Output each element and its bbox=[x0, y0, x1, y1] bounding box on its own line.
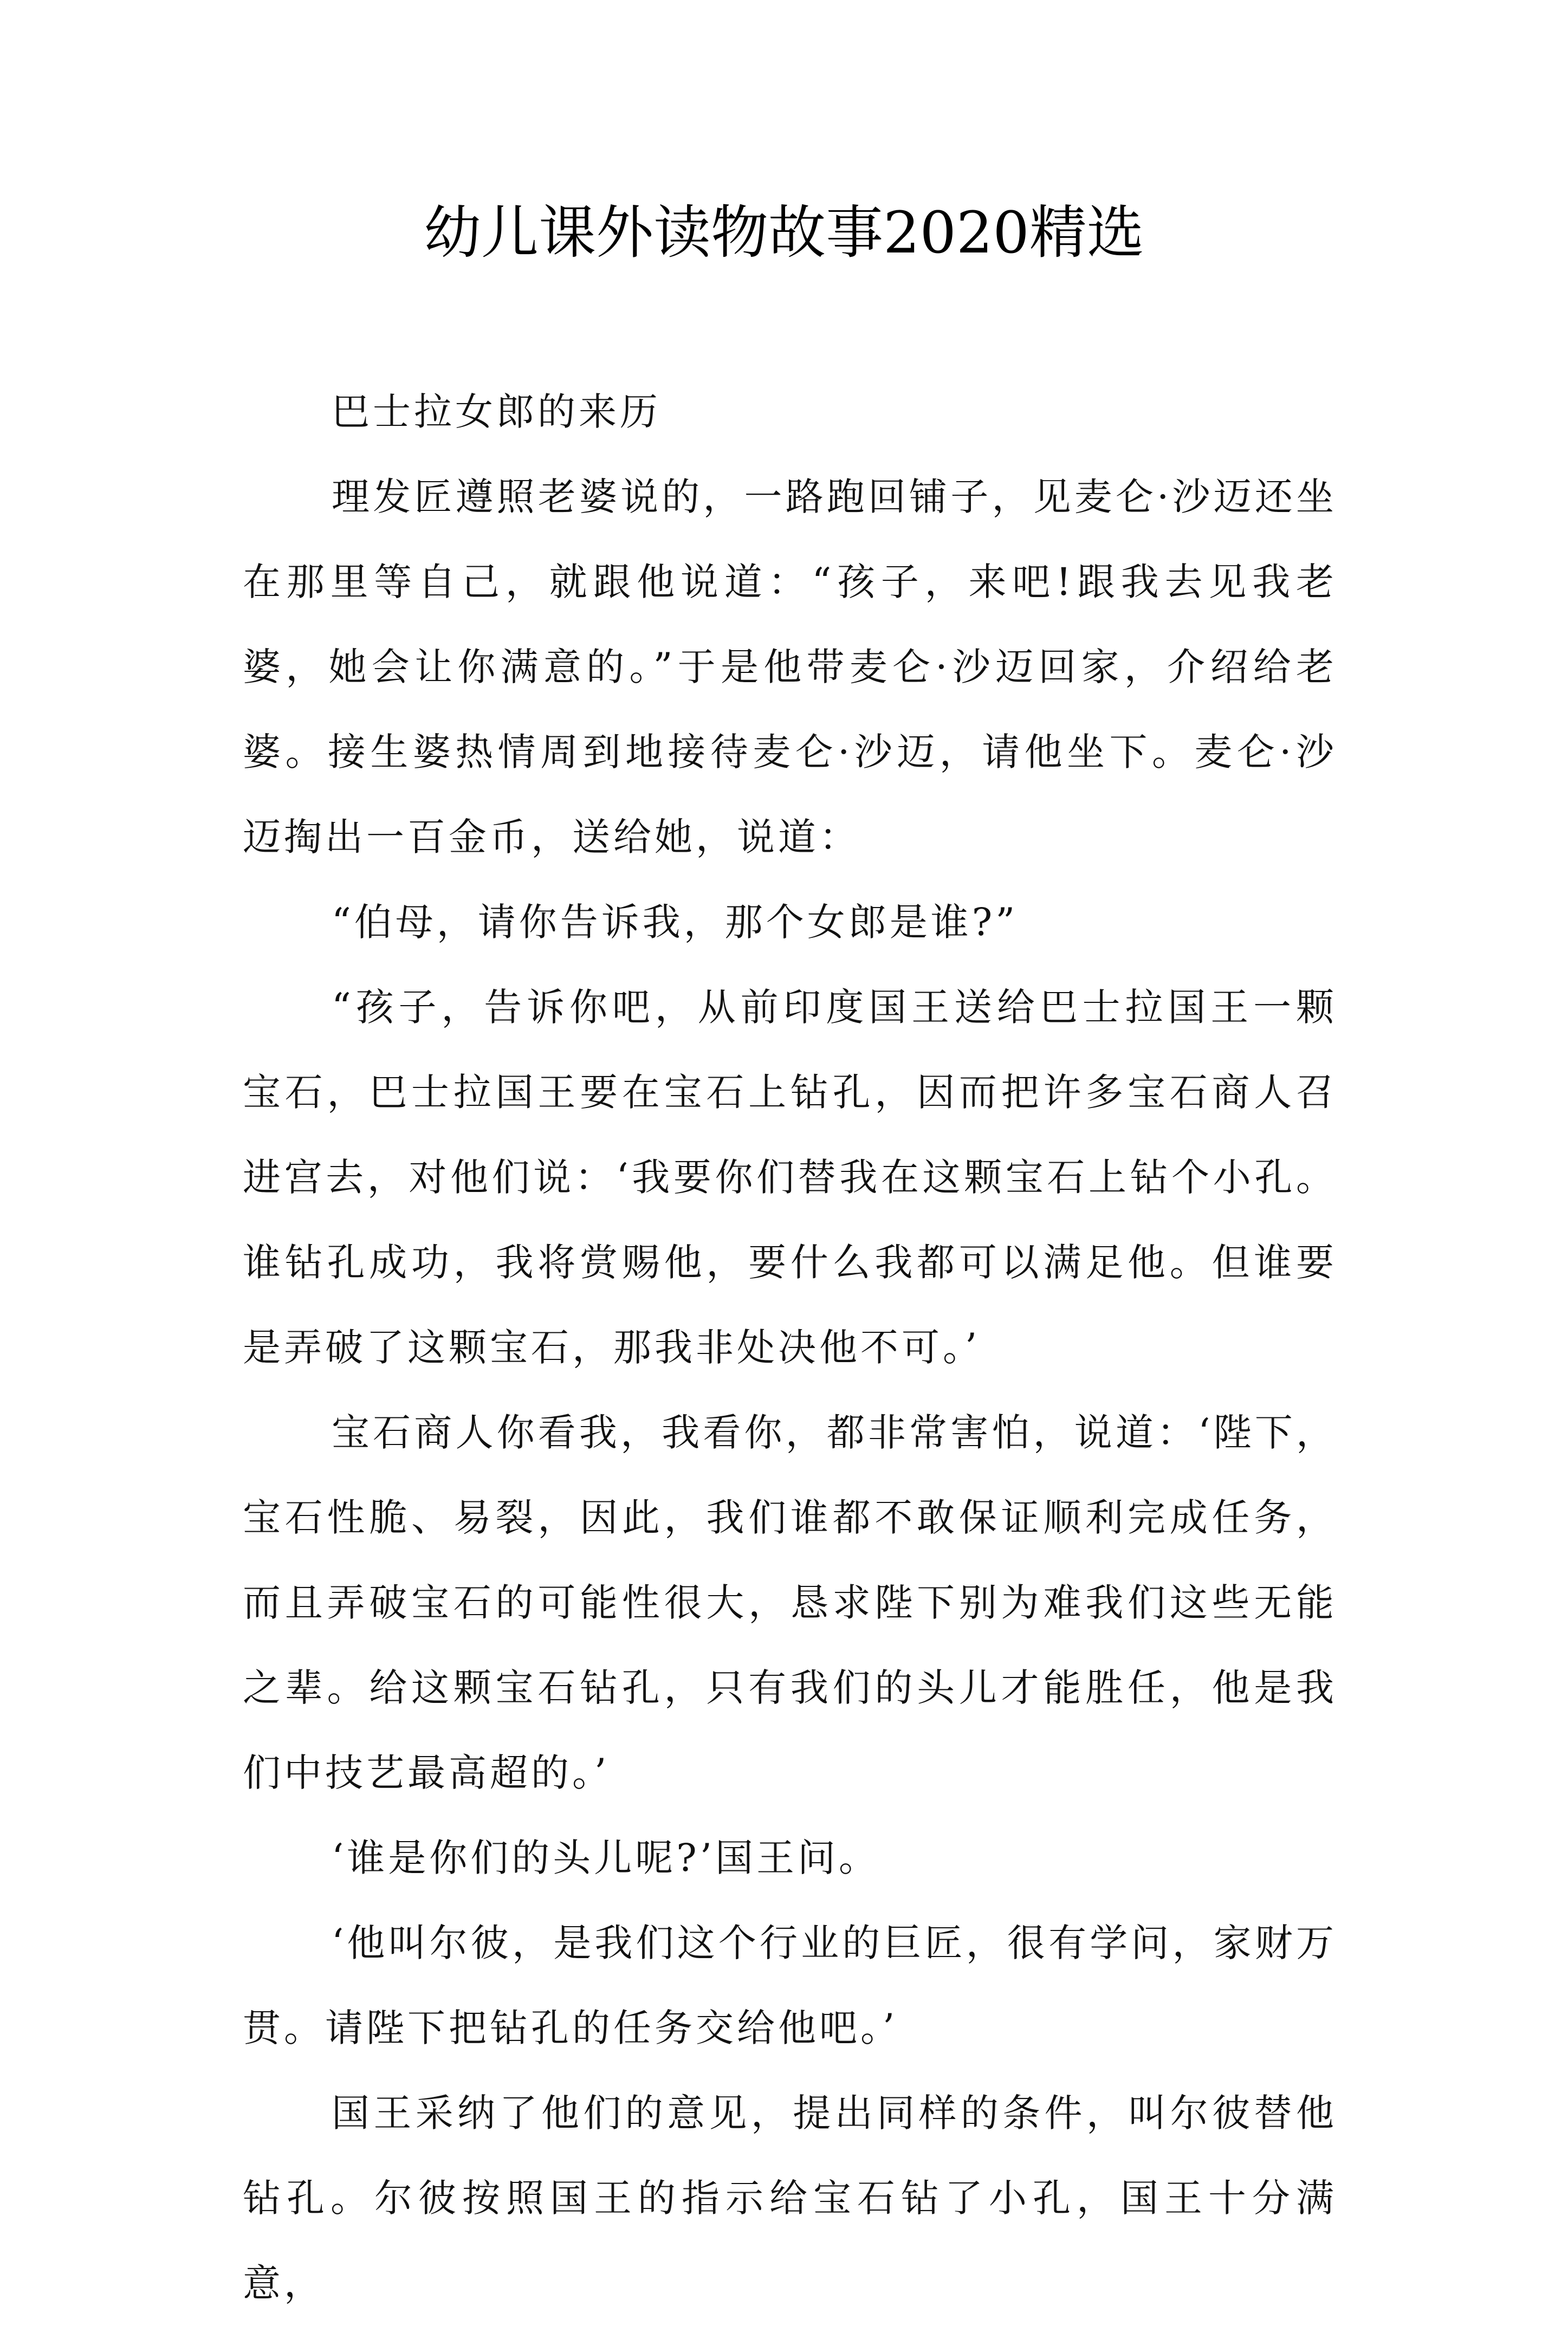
document-title: 幼儿课外读物故事2020精选 bbox=[424, 199, 1144, 266]
paragraph: 宝石商人你看我，我看你，都非常害怕，说道：‘陛下，宝石性脆、易裂，因此，我们谁都不敢保证顺利完成任务，而且弄破宝石的可能性很大，恳求陛下别为难我们这些无能之辈。给这颗宝石钻孔，只有我们的头儿才能胜任，他是我们中技艺最高超的。’ bbox=[243, 1410, 1337, 1795]
paragraph: “伯母，请你告诉我，那个女郎是谁?” bbox=[332, 900, 1019, 944]
paragraph: ‘他叫尔彼，是我们这个行业的巨匠，很有学问，家财万贯。请陛下把钻孔的任务交给他吧。’ bbox=[243, 1921, 1337, 2050]
paragraph: ‘谁是你们的头儿呢?’国王问。 bbox=[332, 1836, 880, 1880]
paragraph: “孩子，告诉你吧，从前印度国王送给巴士拉国王一颗宝石，巴士拉国王要在宝石上钻孔，因而把许多宝石商人召进宫去，对他们说：‘我要你们替我在这颗宝石上钻个小孔。谁钻孔成功，我将赏赐他，要什么我都可以满足他。但谁要是弄破了这颗宝石，那我非处决他不可。’ bbox=[243, 985, 1337, 1370]
paragraph: 巴士拉女郎的来历 bbox=[332, 390, 661, 434]
paragraph: 国王采纳了他们的意见，提出同样的条件，叫尔彼替他钻孔。尔彼按照国王的指示给宝石钻了小孔，国王十分满意， bbox=[243, 2091, 1337, 2305]
paragraph: 理发匠遵照老婆说的，一路跑回铺子，见麦仑·沙迈还坐在那里等自己，就跟他说道：“孩子，来吧!跟我去见我老婆，她会让你满意的。”于是他带麦仑·沙迈回家，介绍给老婆。接生婆热情周到地接待麦仑·沙迈，请他坐下。麦仑·沙迈掏出一百金币，送给她，说道： bbox=[243, 475, 1337, 859]
document-body bbox=[243, 370, 1337, 2326]
